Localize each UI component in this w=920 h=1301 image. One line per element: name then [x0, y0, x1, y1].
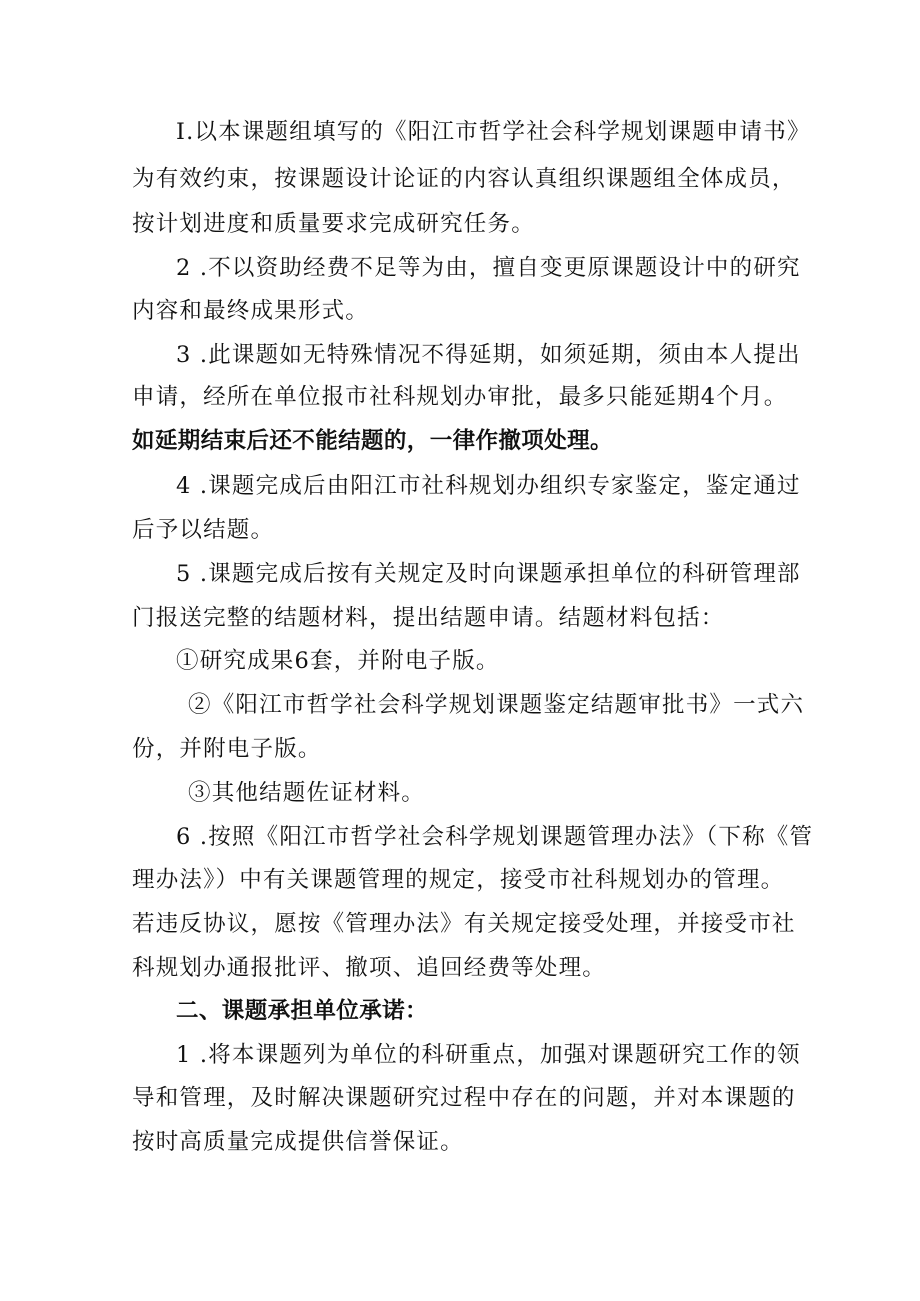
item-5-sub-2-line-2: 份，并附电子版。	[132, 736, 322, 762]
item-4-line-1: 4 .课题完成后由阳江市社科规划办组织专家鉴定，鉴定通过	[176, 473, 801, 499]
item-6-line-4: 科规划办通报批评、撤项、追回经费等处理。	[132, 955, 607, 981]
item-6-line-1: 6 .按照《阳江市哲学社会科学规划课题管理办法》（下称《管	[176, 824, 814, 850]
item-5-sub-2-line-1: ②《阳江市哲学社会科学规划课题鉴定结题审批书》一式六	[188, 692, 805, 718]
unit-item-1-line-2: 导和管理，及时解决课题研究过程中存在的问题，并对本课题的	[132, 1085, 796, 1111]
item-2-line-1: 2 .不以资助经费不足等为由，擅自变更原课题设计中的研究	[176, 255, 801, 281]
item-5-sub-1: ①研究成果6套，并附电子版。	[176, 648, 500, 674]
item-5-line-1: 5 .课题完成后按有关规定及时向课题承担单位的科研管理部	[176, 561, 801, 587]
item-5-line-2: 门报送完整的结题材料，提出结题申请。结题材料包括：	[132, 605, 725, 631]
unit-item-1-line-3: 按时高质量完成提供信誉保证。	[132, 1129, 464, 1155]
item-3-line-1: 3 .此课题如无特殊情况不得延期，如须延期，须由本人提出	[176, 342, 801, 368]
item-6-line-3: 若违反协议，愿按《管理办法》有关规定接受处理，并接受市社	[132, 911, 796, 937]
item-2-line-2: 内容和最终成果形式。	[132, 298, 370, 324]
section-heading-unit-commitment: 二、课题承担单位承诺：	[176, 998, 428, 1024]
item-3-line-2: 申请，经所在单位报市社科规划办审批，最多只能延期4个月。	[132, 384, 788, 410]
item-3-bold-warning: 如延期结束后还不能结题的，一律作撤项处理。	[132, 428, 613, 454]
item-1-line-2: 为有效约束，按课题设计论证的内容认真组织课题组全体成员，	[132, 166, 796, 192]
unit-item-1-line-1: 1 .将本课题列为单位的科研重点，加强对课题研究工作的领	[176, 1042, 801, 1068]
item-5-sub-3: ③其他结题佐证材料。	[188, 780, 426, 806]
item-6-line-2: 理办法》）中有关课题管理的规定，接受市社科规划办的管理。	[132, 867, 785, 893]
item-4-line-2: 后予以结题。	[132, 517, 275, 543]
item-1-line-3: 按计划进度和质量要求完成研究任务。	[132, 211, 535, 237]
item-1-line-1: I.以本课题组填写的《阳江市哲学社会科学规划课题申请书》	[176, 119, 811, 145]
